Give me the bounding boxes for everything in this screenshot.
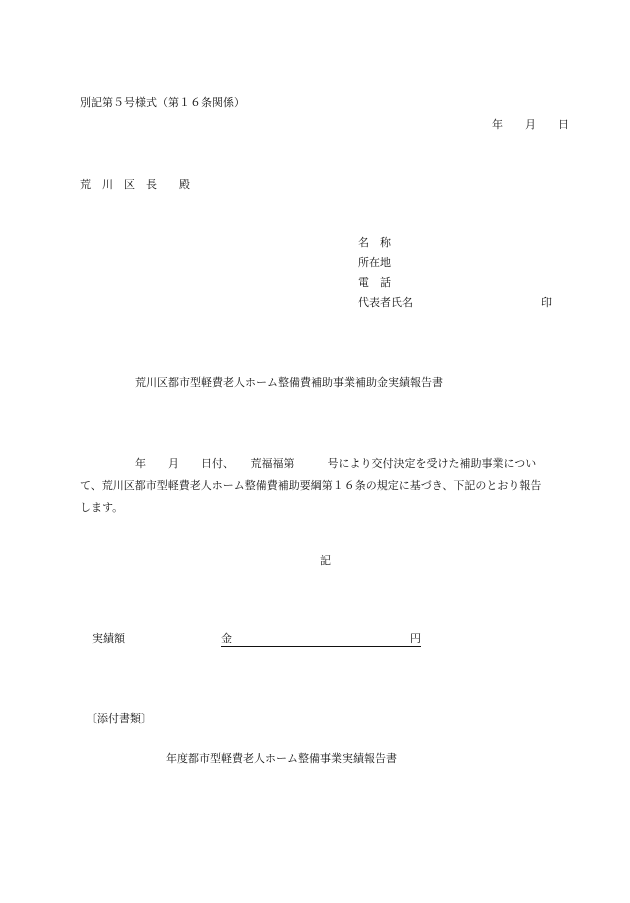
- seal-mark: 印: [541, 296, 552, 309]
- body-line: 年 月 日付、 荒福福第 号により交付決定を受けた補助事業につい: [80, 457, 537, 470]
- ki-heading: 記: [320, 554, 331, 567]
- form-id: 別記第５号様式（第１６条関係）: [80, 96, 245, 109]
- amount-field: [221, 632, 421, 647]
- attachments-heading: 〔添付書類〕: [86, 712, 152, 725]
- amount-suffix: 円: [410, 632, 421, 645]
- body-line: て、荒川区都市型軽費老人ホーム整備費補助要綱第１６条の規定に基づき、下記のとおり報告: [80, 479, 542, 492]
- name-label: 名 称: [358, 236, 391, 249]
- amount-prefix: 金: [221, 632, 232, 645]
- phone-label: 電 話: [358, 276, 391, 289]
- amount-label: 実績額: [92, 632, 125, 645]
- address-label: 所在地: [358, 256, 391, 269]
- date-line: 年 月 日: [492, 118, 569, 131]
- page-title: 荒川区都市型軽費老人ホーム整備費補助事業補助金実績報告書: [135, 376, 443, 389]
- body-text: [80, 453, 580, 519]
- representative-label: 代表者氏名: [358, 296, 413, 309]
- addressee: 荒 川 区 長 殿: [80, 178, 190, 191]
- body-line: します。: [80, 501, 124, 514]
- attachment-item: 年度都市型軽費老人ホーム整備事業実績報告書: [166, 752, 397, 765]
